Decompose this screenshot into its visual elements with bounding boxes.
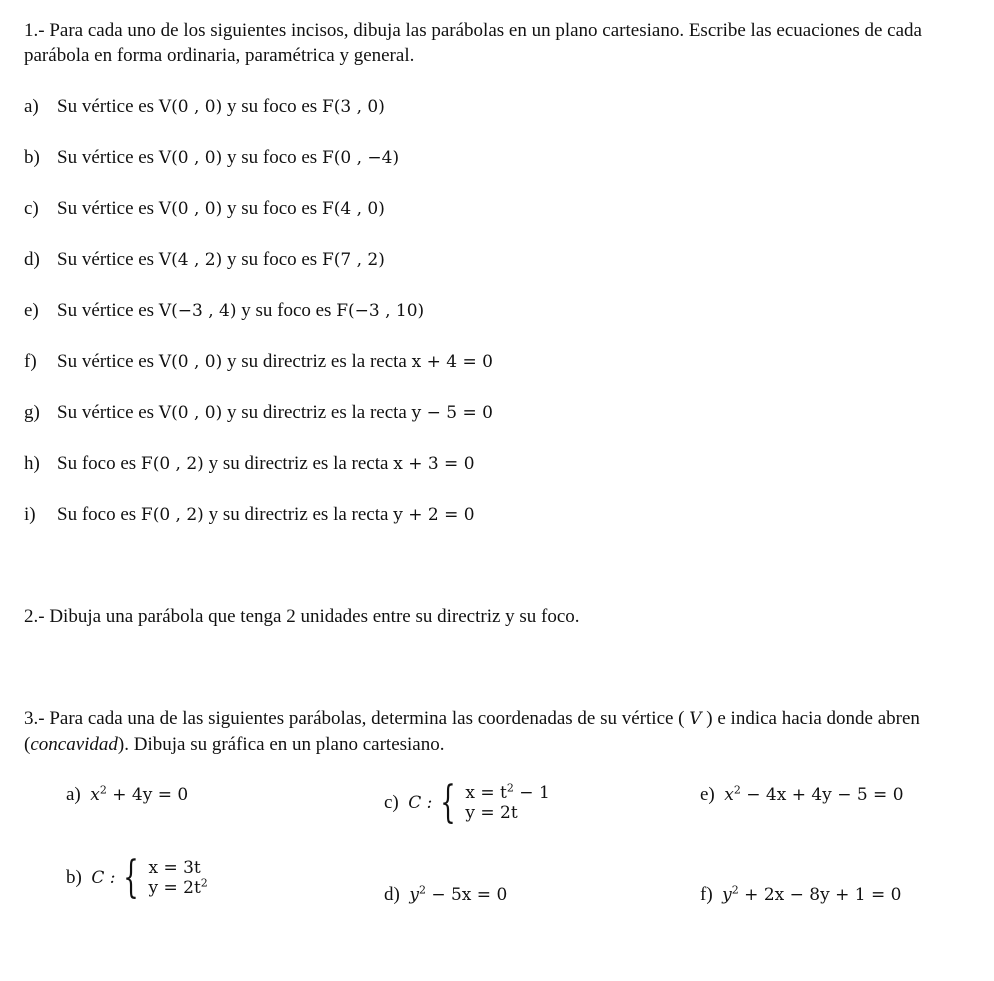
section3-item-f (700, 884, 901, 906)
item-label: e) (24, 300, 39, 321)
list-item (24, 453, 475, 475)
sys-line1: x = t (465, 783, 507, 803)
section3-item-a (66, 784, 188, 806)
eq-var: y (722, 885, 732, 905)
item-math: F(7 , 2) (321, 250, 385, 270)
brace-icon: { (123, 852, 140, 903)
item-label: h) (24, 453, 40, 474)
item-math: F(0 , −4) (321, 148, 400, 168)
item-label: a) (24, 96, 39, 117)
list-item (24, 402, 493, 424)
sys-line1: x = 3t (148, 858, 201, 878)
section3-intro-a: 3.- Para cada una de las siguientes parábolas, determina las coordenadas de su vértice ( (24, 708, 685, 729)
item-label: a) (66, 784, 81, 805)
item-text: y su foco es (226, 249, 318, 270)
eq-rest: + 2x − 8y + 1 = 0 (738, 885, 902, 905)
item-math: F(4 , 0) (321, 199, 385, 219)
section3-item-b (66, 852, 208, 903)
item-text: Su vértice es (57, 147, 155, 168)
item-label: i) (24, 504, 36, 525)
item-math: y + 2 = 0 (393, 505, 475, 525)
section3-item-c (384, 777, 550, 828)
eq-var: x (724, 785, 734, 805)
section3-intro (24, 706, 984, 757)
eq-exp: 2 (99, 783, 107, 797)
item-math: F(3 , 0) (321, 97, 385, 117)
eq-exp: 2 (733, 783, 741, 797)
item-math: F(0 , 2) (140, 505, 204, 525)
item-text: y su directriz es la recta (226, 402, 407, 423)
brace-icon: { (440, 777, 457, 828)
list-item (24, 147, 399, 169)
item-math: V(−3 , 4) (158, 301, 237, 321)
item-math: V(0 , 0) (158, 199, 223, 219)
section3-intro-c: concavidad (30, 734, 118, 755)
item-text: y su directriz es la recta (226, 351, 407, 372)
eq-var: y (409, 885, 419, 905)
item-math: V(4 , 2) (158, 250, 223, 270)
item-text: y su foco es (226, 147, 318, 168)
item-label: d) (384, 884, 400, 905)
item-math: V(0 , 0) (158, 352, 223, 372)
item-label: b) (66, 867, 82, 888)
item-text: y su directriz es la recta (208, 504, 389, 525)
item-math: V(0 , 0) (158, 403, 223, 423)
item-math: F(0 , 2) (140, 454, 204, 474)
item-label: f) (700, 884, 713, 905)
item-text: Su foco es (57, 504, 137, 525)
item-text: Su vértice es (57, 402, 155, 423)
eq-var: x (90, 785, 100, 805)
item-label: c) (24, 198, 39, 219)
item-label: f) (24, 351, 37, 372)
curve-name: C : (91, 868, 116, 888)
section3-intro-b: ) e indica hacia donde abren ( (24, 708, 920, 755)
section3-intro-v: V (689, 709, 702, 729)
item-label: b) (24, 147, 40, 168)
item-text: Su vértice es (57, 249, 155, 270)
list-item (24, 198, 385, 220)
item-label: c) (384, 792, 399, 813)
item-text: Su foco es (57, 453, 137, 474)
sys-line1-rest: − 1 (513, 783, 550, 803)
eq-exp: 2 (418, 883, 426, 897)
item-math: F(−3 , 10) (336, 301, 425, 321)
item-text: y su directriz es la recta (208, 453, 389, 474)
list-item (24, 351, 493, 373)
item-text: y su foco es (226, 96, 318, 117)
list-item (24, 96, 385, 118)
item-label: d) (24, 249, 40, 270)
item-math: y − 5 = 0 (411, 403, 493, 423)
sys-line2: y = 2t (465, 803, 518, 823)
sys-line2: y = 2t (148, 878, 201, 898)
section3-intro-d: ). Dibuja su gráfica en un plano cartesiano. (117, 734, 445, 755)
item-text: Su vértice es (57, 300, 155, 321)
item-math: V(0 , 0) (158, 97, 223, 117)
item-text: Su vértice es (57, 96, 155, 117)
item-text: Su vértice es (57, 198, 155, 219)
list-item (24, 504, 475, 526)
item-math: V(0 , 0) (158, 148, 223, 168)
item-math: x + 4 = 0 (411, 352, 493, 372)
eq-rest: − 4x + 4y − 5 = 0 (740, 785, 904, 805)
item-label: g) (24, 402, 40, 423)
section1-intro: 1.- Para cada uno de los siguientes incisos, dibuja las parábolas en un plano cartesiano. Escribe las ecuaciones de cada parábola en forma ordinaria, paramétrica y general. (24, 20, 922, 66)
list-item (24, 300, 424, 322)
item-text: y su foco es (226, 198, 318, 219)
eq-rest: + 4y = 0 (106, 785, 189, 805)
item-text: Su vértice es (57, 351, 155, 372)
section3-item-d (384, 884, 507, 906)
section3-item-e (700, 784, 904, 806)
sys-line1-exp: 2 (506, 781, 514, 795)
section2-text: 2.- Dibuja una parábola que tenga 2 unidades entre su directriz y su foco. (24, 606, 580, 627)
eq-exp: 2 (731, 883, 739, 897)
item-text: y su foco es (241, 300, 332, 321)
list-item (24, 249, 385, 271)
eq-rest: − 5x = 0 (425, 885, 508, 905)
item-math: x + 3 = 0 (393, 454, 475, 474)
curve-name: C : (408, 793, 433, 813)
item-label: e) (700, 784, 715, 805)
sys-line2-exp: 2 (200, 876, 208, 890)
